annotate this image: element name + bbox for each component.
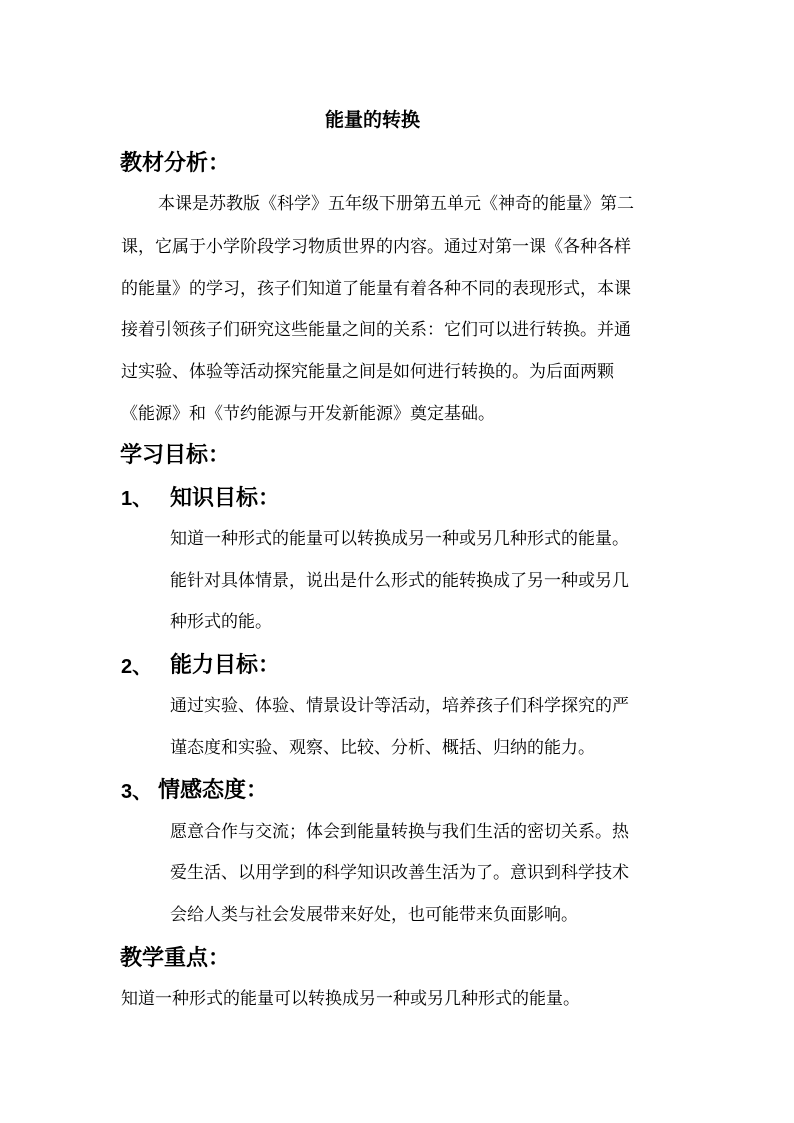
goal-heading-knowledge: 知识目标： <box>170 486 281 511</box>
goal-line: 种形式的能。 <box>170 612 272 632</box>
goal-heading-ability: 能力目标： <box>170 653 281 678</box>
goal-line: 爱生活、以用学到的科学知识改善生活为了。意识到科学技术 <box>170 863 629 883</box>
section-heading-goals: 学习目标： <box>120 443 231 468</box>
section-heading-key-points: 教学重点： <box>120 946 231 971</box>
analysis-line: 本课是苏教版《科学》五年级下册第五单元《神奇的能量》第二 <box>158 194 634 214</box>
analysis-line: 的能量》的学习，孩子们知道了能量有着各种不同的表现形式，本课 <box>121 279 631 299</box>
goal-line: 能针对具体情景，说出是什么形式的能转换成了另一种或另几 <box>170 571 629 591</box>
goal-line: 愿意合作与交流；体会到能量转换与我们生活的密切关系。热 <box>170 822 629 842</box>
analysis-line: 接着引领孩子们研究这些能量之间的关系：它们可以进行转换。并通 <box>121 320 631 340</box>
document-title: 能量的转换 <box>325 109 421 131</box>
goal-heading-attitude: 情感态度： <box>158 778 269 803</box>
goal-number: 1、 <box>121 488 153 510</box>
goal-line: 谨态度和实验、观察、比较、分析、概括、归纳的能力。 <box>170 738 595 758</box>
goal-line: 会给人类与社会发展带来好处，也可能带来负面影响。 <box>170 905 578 925</box>
analysis-line: 过实验、体验等活动探究能量之间是如何进行转换的。为后面两颗 <box>121 362 614 382</box>
goal-line: 知道一种形式的能量可以转换成另一种或另几种形式的能量。 <box>170 529 629 549</box>
analysis-line: 课，它属于小学阶段学习物质世界的内容。通过对第一课《各种各样 <box>121 237 631 257</box>
goal-number: 3、 <box>121 781 153 803</box>
goal-line: 通过实验、体验、情景设计等活动，培养孩子们科学探究的严 <box>170 696 629 716</box>
key-point-line: 知道一种形式的能量可以转换成另一种或另几种形式的能量。 <box>121 989 580 1009</box>
goal-number: 2、 <box>121 656 153 678</box>
section-heading-analysis: 教材分析： <box>120 151 231 176</box>
analysis-line: 《能源》和《节约能源与开发新能源》奠定基础。 <box>121 404 495 424</box>
